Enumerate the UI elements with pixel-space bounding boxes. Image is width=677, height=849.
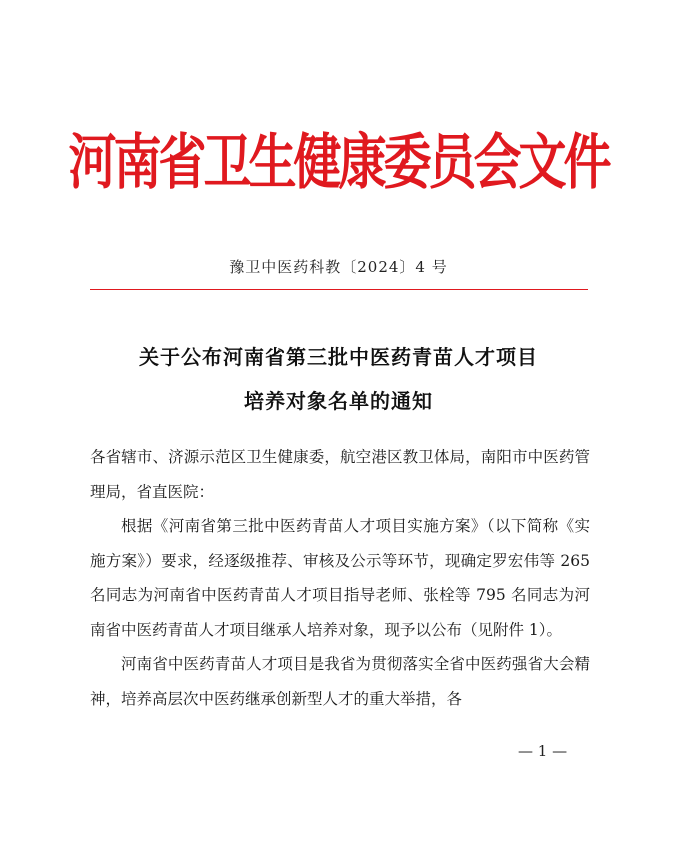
document-masthead: 河南省卫生健康委员会文件 [68,128,609,198]
notice-title-line-1: 关于公布河南省第三批中医药青苗人才项目 [139,345,538,369]
document-number: 豫卫中医药科教〔2024〕4 号 [229,258,448,276]
paragraph-1: 根据《河南省第三批中医药青苗人才项目实施方案》（以下简称《实施方案》）要求，经逐级推荐、审核及公示等环节，现确定罗宏伟等 265 名同志为河南省中医药青苗人才项目指导老师、张栓等 795 名同志为河南省中医药青苗人才项目继承人培养对象，现予以公布（见附件 1）。 [90,517,590,639]
salutation: 各省辖市、济源示范区卫生健康委，航空港区教卫体局，南阳市中医药管理局，省直医院： [90,448,590,501]
red-divider-line [90,289,588,290]
page-number: — 1 — [518,742,568,760]
notice-title-line-2: 培养对象名单的通知 [244,389,433,413]
notice-body [90,440,590,716]
paragraph-2: 河南省中医药青苗人才项目是我省为贯彻落实全省中医药强省大会精神，培养高层次中医药继承创新型人才的重大举措，各 [90,655,590,708]
